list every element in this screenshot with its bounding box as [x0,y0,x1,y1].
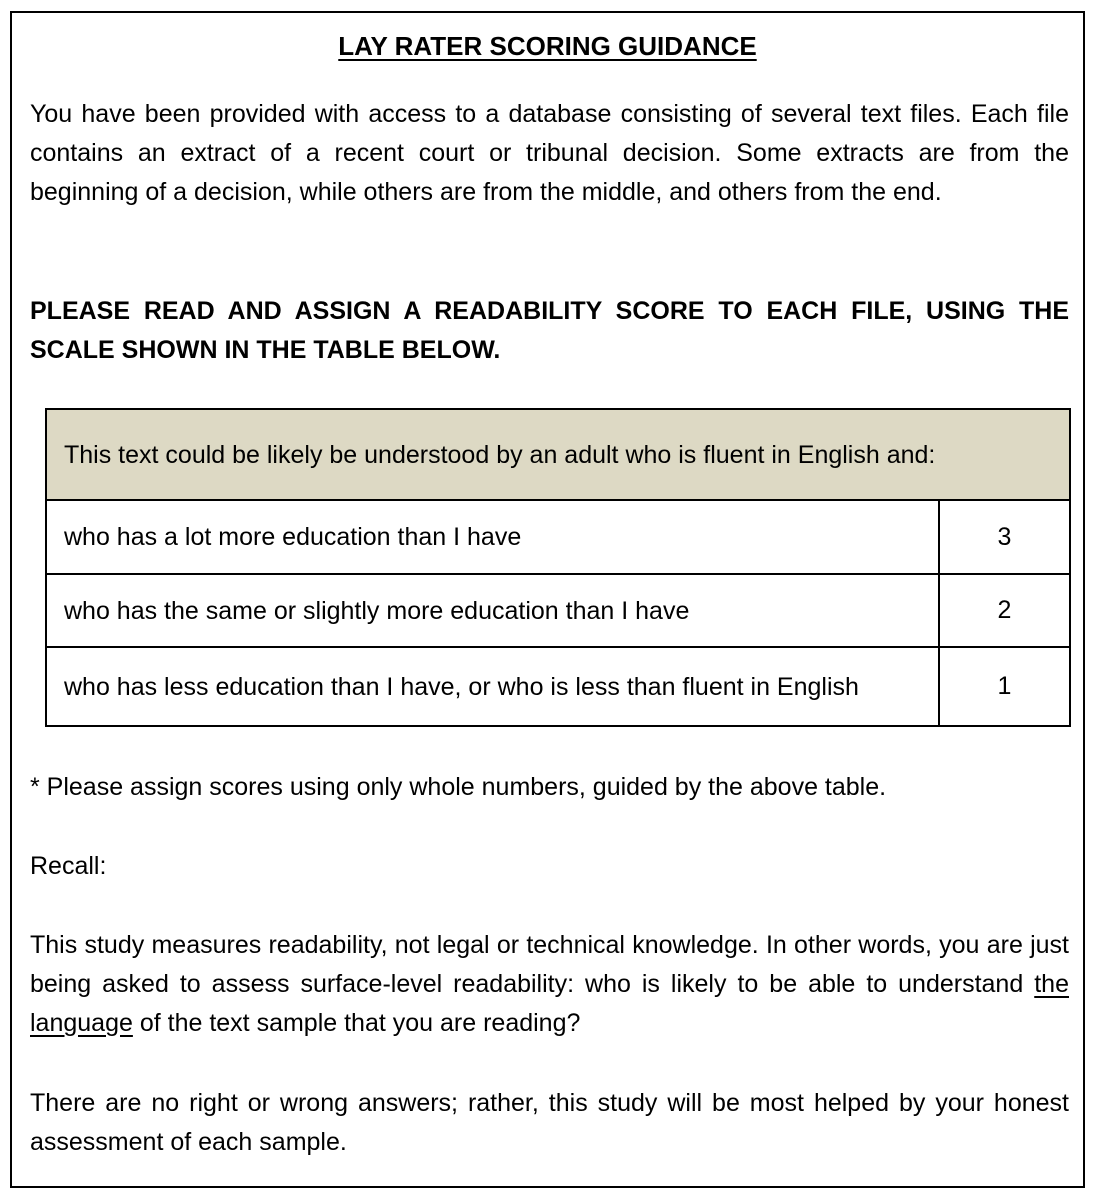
scale-description: who has the same or slightly more education than I have [46,574,939,647]
recall-text-after: of the text sample that you are reading? [132,1009,581,1037]
scale-score: 1 [939,647,1070,726]
closing-paragraph: There are no right or wrong answers; rather, this study will be most helped by your honest assessment of each sample. [30,1089,1069,1156]
table-header-row [46,409,1070,500]
recall-text-underlined: the language [30,970,1069,1037]
intro-paragraph: You have been provided with access to a database consisting of several text files. Each file contains an extract of a recent court or tribunal decision. Some extracts are from the beginning of a decision, while others are from the middle, and others from the end. [30,100,1069,206]
scale-score: 2 [939,574,1070,647]
guidance-frame [10,11,1085,1188]
scale-description: who has less education than I have, or who is less than fluent in English [46,647,939,726]
whole-numbers-note: * Please assign scores using only whole numbers, guided by the above table. [30,773,887,801]
scale-description: who has a lot more education than I have [46,500,939,574]
instruction-paragraph: PLEASE READ AND ASSIGN A READABILITY SCORE TO EACH FILE, USING THE SCALE SHOWN IN THE TABLE BELOW. [30,297,1069,364]
scale-score: 3 [939,500,1070,574]
table-row [46,647,1070,726]
table-row [46,574,1070,647]
page-title: LAY RATER SCORING GUIDANCE [338,31,757,61]
recall-text-before: This study measures readability, not legal or technical knowledge. In other words, you are just being asked to assess surface-level readability: who is likely to be able to understand [30,931,1069,998]
table-row [46,500,1070,574]
recall-paragraph [30,926,1069,1043]
readability-scale-table [45,408,1071,727]
recall-label: Recall: [30,852,107,880]
table-header-cell: This text could be likely be understood by an adult who is fluent in English and: [46,409,1070,500]
